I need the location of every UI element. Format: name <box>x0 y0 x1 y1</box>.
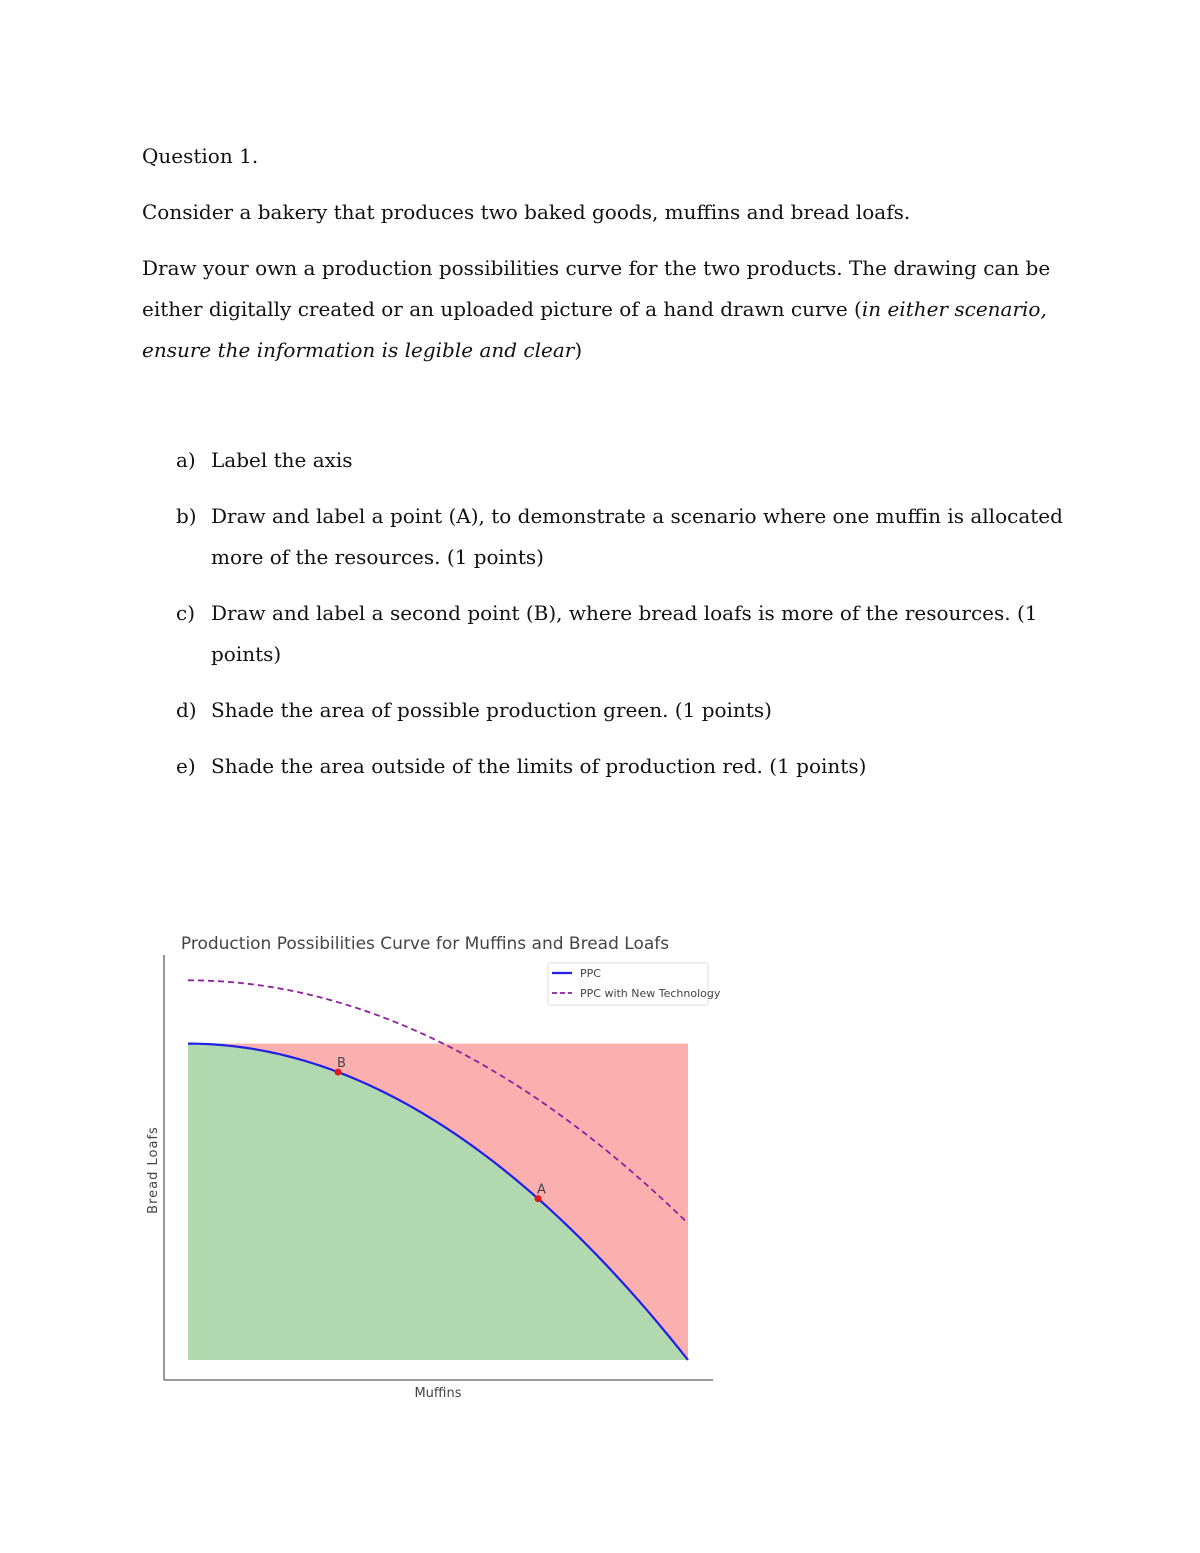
chart-title: Production Possibilities Curve for Muffins and Bread Loafs <box>180 934 670 954</box>
task-letter: d) <box>176 698 197 722</box>
task-letter: b) <box>176 504 197 528</box>
x-axis-label: Muffins <box>414 1386 462 1401</box>
question-instructions <box>142 248 1062 371</box>
task-item <box>176 440 1076 481</box>
task-letter: e) <box>176 754 196 778</box>
question-title: Question 1. <box>142 144 259 168</box>
legend-ppc-label: PPC <box>580 967 601 980</box>
instructions-end-text: ) <box>574 338 583 362</box>
legend-ppc-new-technology-label: PPC with New Technology <box>580 987 721 1000</box>
task-letter: a) <box>176 448 196 472</box>
task-text: Draw and label a second point (B), where bread loafs is more of the resources. (1 points) <box>211 601 1038 666</box>
chart-legend <box>548 963 721 1005</box>
task-item <box>176 593 1076 675</box>
task-text: Label the axis <box>211 448 353 472</box>
task-item <box>176 690 1076 731</box>
ppc-chart <box>140 925 730 1405</box>
task-text: Shade the area outside of the limits of production red. (1 points) <box>211 754 867 778</box>
task-list <box>176 440 1076 802</box>
point-b-label: B <box>337 1056 346 1072</box>
instructions-main-text: Draw your own a production possibilities curve for the two products. The drawing can be either digitally created or an uploaded picture of a hand drawn curve ( <box>142 256 1051 321</box>
task-letter: c) <box>176 601 196 625</box>
task-text: Shade the area of possible production green. (1 points) <box>211 698 772 722</box>
point-a-label: A <box>537 1182 546 1198</box>
task-text: Draw and label a point (A), to demonstrate a scenario where one muffin is allocated more of the resources. (1 points) <box>211 504 1063 569</box>
task-item <box>176 746 1076 787</box>
instructions-emphasis-text: in either scenario, ensure the information is legible and clear <box>142 297 1047 362</box>
question-intro: Consider a bakery that produces two baked goods, muffins and bread loafs. <box>142 200 911 224</box>
task-item <box>176 496 1076 578</box>
y-axis-label: Bread Loafs <box>146 1126 161 1214</box>
